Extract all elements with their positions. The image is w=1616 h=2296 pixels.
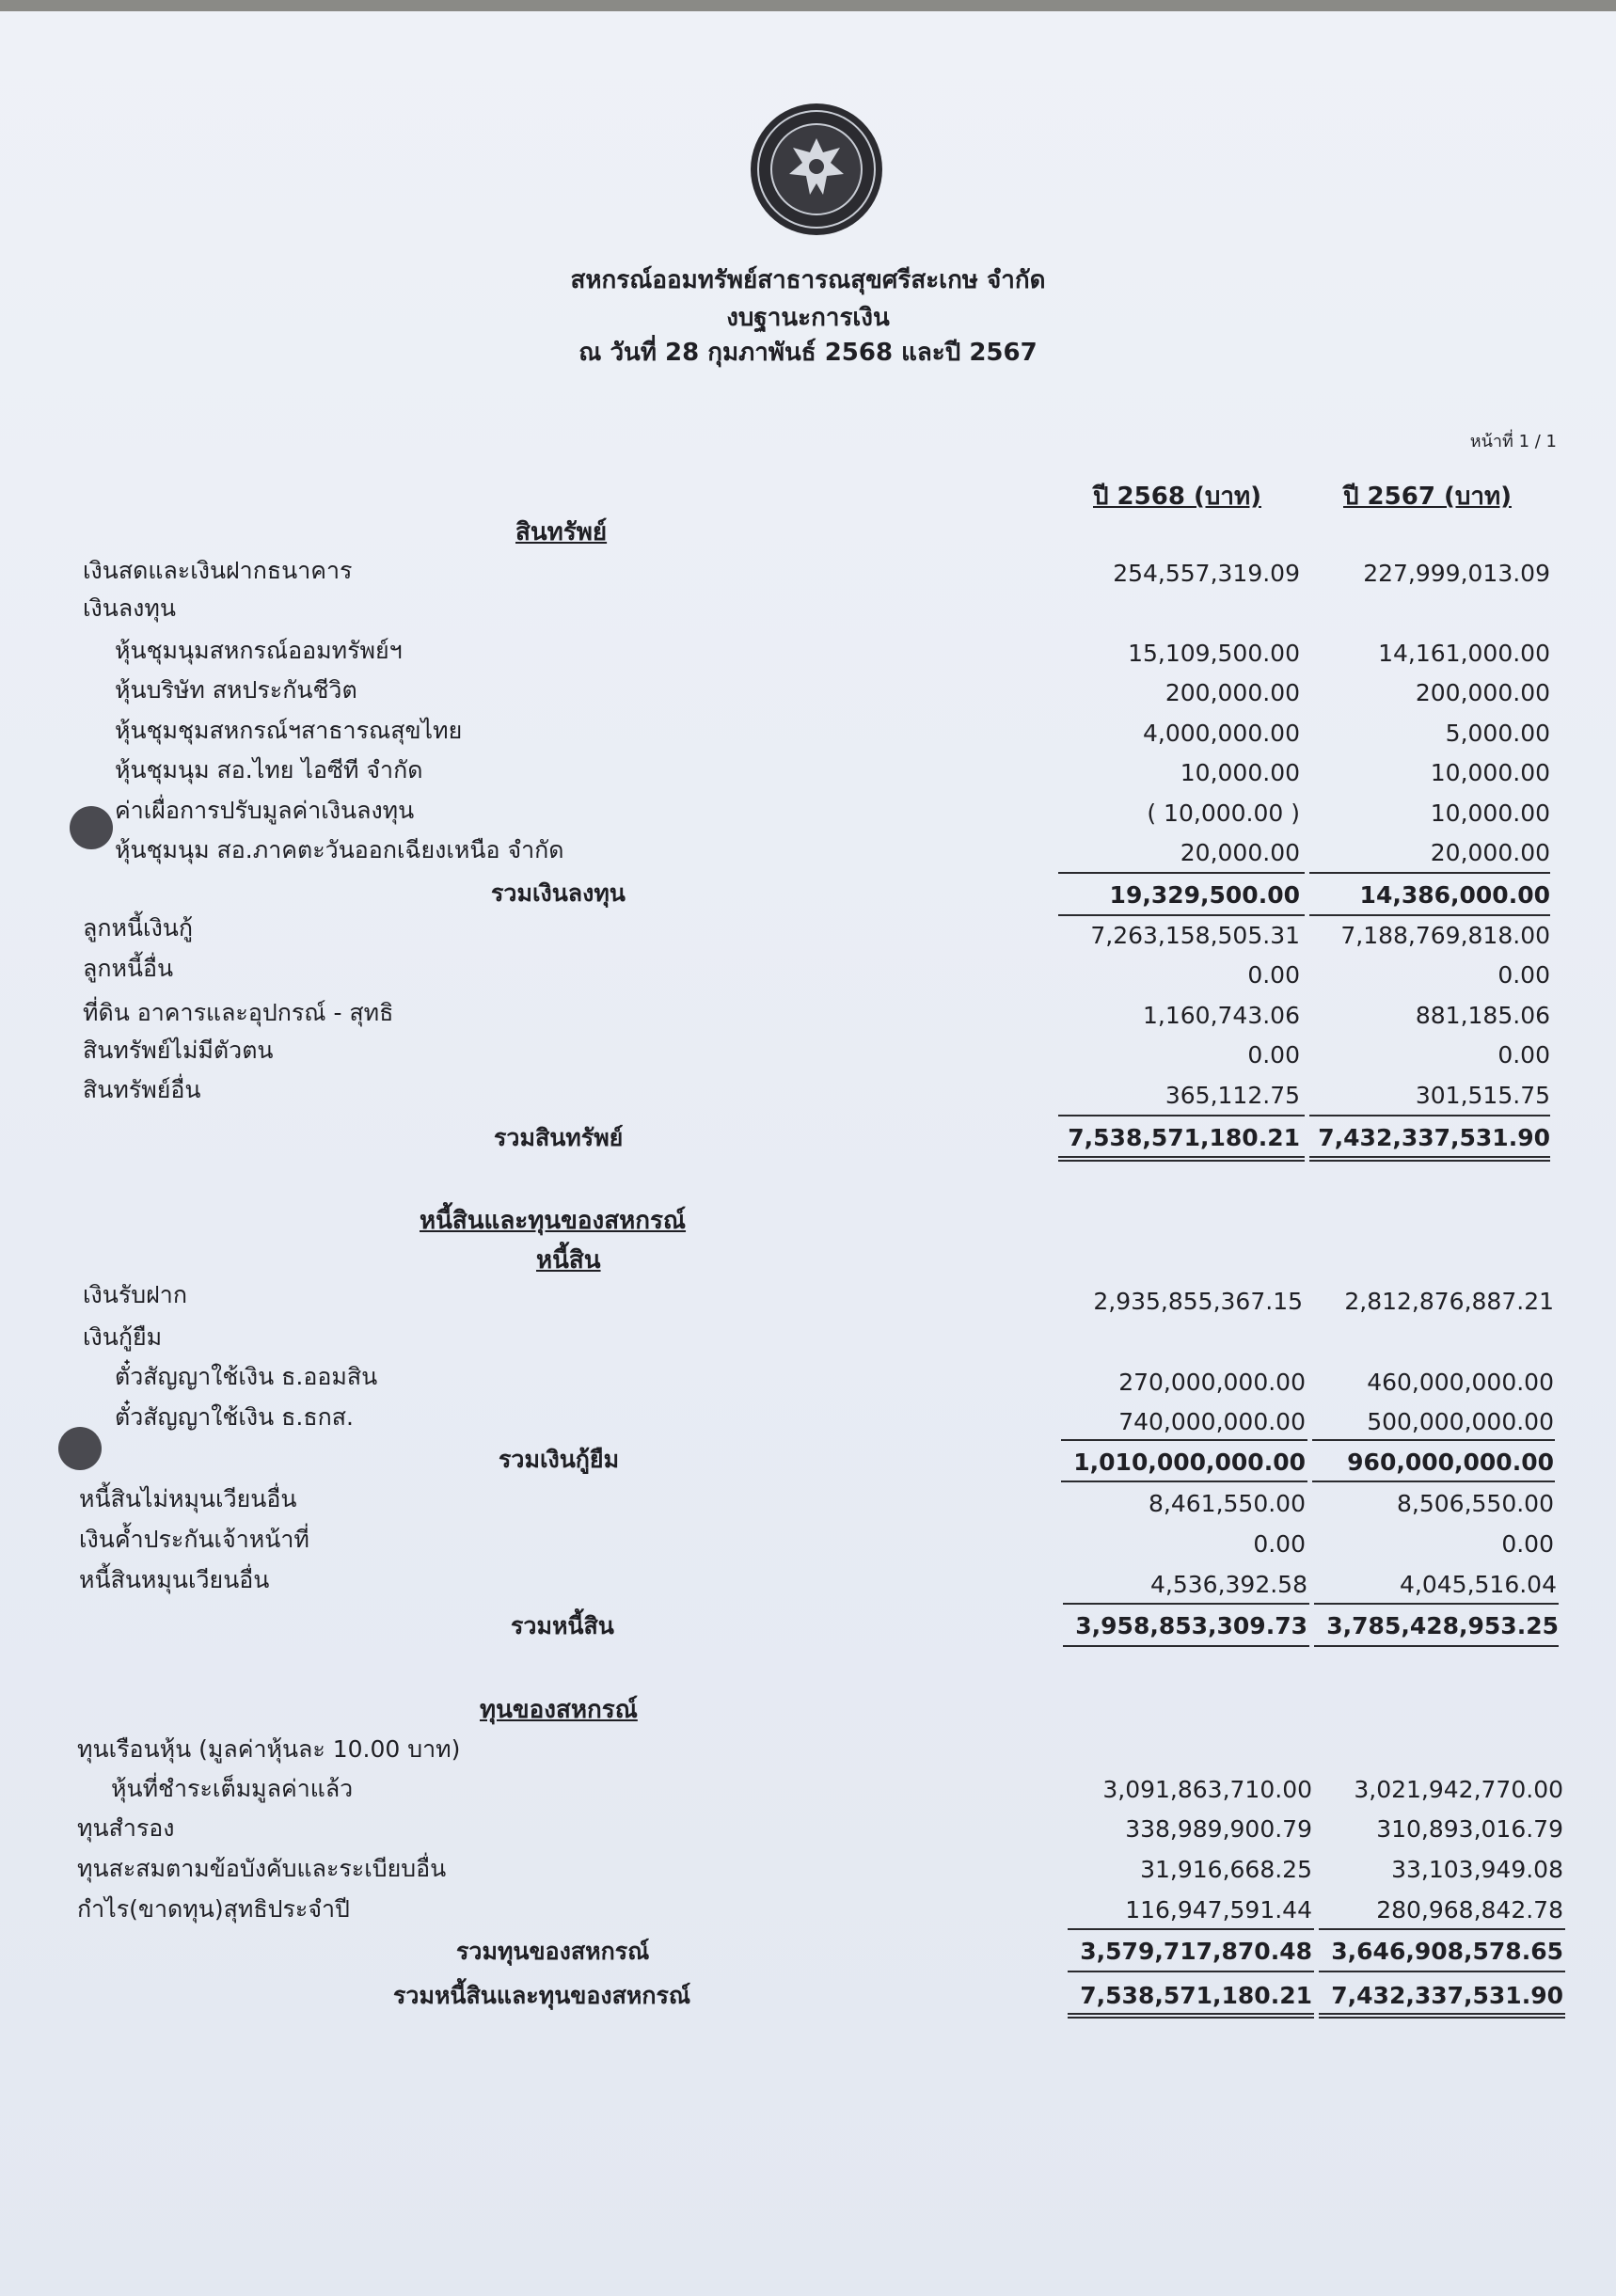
value-2568: 7,263,158,505.31 [1090, 922, 1300, 949]
value-2567: 460,000,000.00 [1367, 1369, 1554, 1396]
value-2567: 14,161,000.00 [1378, 640, 1550, 667]
row-label: หุ้นชุมชุมสหกรณ์ฯสาธารณสุขไทย [115, 717, 463, 744]
value-2567: 20,000.00 [1430, 839, 1550, 866]
subtotal-rule [1309, 872, 1550, 874]
value-2568: 740,000,000.00 [1118, 1408, 1306, 1435]
subtotal-rule [1314, 1603, 1559, 1605]
subtotal-rule [1312, 1439, 1555, 1441]
value-2568: 4,536,392.58 [1150, 1571, 1307, 1598]
value-2568: 0.00 [1253, 1530, 1306, 1558]
punch-hole [70, 806, 113, 849]
statement-date: ณ วันที่ 28 กุมภาพันธ์ 2568 และปี 2567 [578, 339, 1038, 367]
row-label: หุ้นที่ชำระเต็มมูลค่าแล้ว [111, 1775, 354, 1802]
column-header-2567: ปี 2567 (บาท) [1343, 483, 1512, 511]
row-label: ทุนสะสมตามข้อบังคับและระเบียบอื่น [77, 1855, 447, 1882]
value-2568: 3,958,853,309.73 [1075, 1612, 1307, 1639]
value-2567: 227,999,013.09 [1363, 560, 1550, 587]
value-2567: 0.00 [1497, 1041, 1550, 1069]
subtotal-rule [1314, 1645, 1559, 1647]
value-2568: ( 10,000.00 ) [1147, 800, 1300, 827]
row-label: ที่ดิน อาคารและอุปกรณ์ - สุทธิ [83, 999, 394, 1026]
subtotal-rule [1058, 872, 1305, 874]
value-2567: 8,506,550.00 [1397, 1490, 1554, 1517]
total-double-rule [1058, 1156, 1305, 1162]
value-2567: 33,103,949.08 [1391, 1856, 1563, 1883]
value-2567: 4,045,516.04 [1400, 1571, 1557, 1598]
subtotal-rule [1058, 914, 1305, 916]
value-2568: 31,916,668.25 [1140, 1856, 1312, 1883]
column-header-2568: ปี 2568 (บาท) [1093, 483, 1261, 511]
value-2568: 3,579,717,870.48 [1080, 1938, 1312, 1965]
subtotal-rule [1309, 1115, 1550, 1116]
subtotal-rule [1068, 1928, 1314, 1930]
section-title-equity: ทุนของสหกรณ์ [480, 1696, 638, 1724]
row-label: สินทรัพย์ไม่มีตัวตน [83, 1037, 274, 1064]
value-2568: 338,989,900.79 [1125, 1815, 1312, 1843]
subtotal-rule [1063, 1645, 1309, 1647]
row-label: เงินสดและเงินฝากธนาคาร [83, 557, 353, 584]
page-number: หน้าที่ 1 / 1 [1469, 432, 1557, 451]
document-sheet [0, 11, 1616, 2296]
value-2568: 8,461,550.00 [1149, 1490, 1306, 1517]
row-label: หุ้นบริษัท สหประกันชีวิต [115, 676, 357, 704]
subtotal-rule [1058, 1115, 1305, 1116]
value-2568: 1,010,000,000.00 [1073, 1449, 1306, 1476]
row-label: ทุนสำรอง [77, 1814, 175, 1842]
punch-hole [58, 1427, 102, 1470]
total-double-rule [1309, 1156, 1550, 1162]
subtotal-rule [1068, 1971, 1314, 1972]
group-label-share-capital: ทุนเรือนหุ้น (มูลค่าหุ้นละ 10.00 บาท) [77, 1735, 461, 1763]
value-2567: 10,000.00 [1430, 800, 1550, 827]
row-label: กำไร(ขาดทุน)สุทธิประจำปี [77, 1895, 350, 1923]
group-label-borrowings: เงินกู้ยืม [83, 1323, 163, 1351]
row-label: สินทรัพย์อื่น [83, 1076, 201, 1103]
subtotal-rule [1312, 1481, 1555, 1482]
row-label: หนี้สินไม่หมุนเวียนอื่น [79, 1485, 297, 1512]
org-name: สหกรณ์ออมทรัพย์สาธารณสุขศรีสะเกษ จำกัด [570, 266, 1046, 294]
total-double-rule [1068, 2013, 1314, 2019]
total-label-equity: รวมทุนของสหกรณ์ [456, 1938, 650, 1965]
value-2567: 3,785,428,953.25 [1326, 1612, 1559, 1639]
row-label: หนี้สินหมุนเวียนอื่น [79, 1566, 270, 1593]
row-label: หุ้นชุมนุม สอ.ไทย ไอซีที จำกัด [115, 756, 423, 784]
row-label: ตั๋วสัญญาใช้เงิน ธ.ธกส. [115, 1403, 354, 1431]
value-2568: 2,935,855,367.15 [1093, 1288, 1303, 1315]
section-title-assets: สินทรัพย์ [515, 518, 608, 546]
garuda-seal-icon [748, 101, 885, 238]
value-2567: 0.00 [1501, 1530, 1554, 1558]
value-2568: 0.00 [1247, 961, 1300, 989]
value-2567: 10,000.00 [1430, 759, 1550, 786]
row-label: หุ้นชุมนุม สอ.ภาคตะวันออกเฉียงเหนือ จำกัด [115, 836, 564, 863]
value-2567: 280,968,842.78 [1376, 1896, 1563, 1924]
value-2568: 19,329,500.00 [1109, 881, 1300, 909]
subtotal-label-investments: รวมเงินลงทุน [491, 879, 626, 907]
subtotal-label-borrowings: รวมเงินกู้ยืม [499, 1446, 620, 1473]
row-label: เงินรับฝาก [83, 1281, 187, 1308]
row-label: ลูกหนี้เงินกู้ [83, 914, 194, 942]
value-2568: 4,000,000.00 [1143, 720, 1300, 747]
subtotal-rule [1319, 1971, 1565, 1972]
value-2568: 0.00 [1247, 1041, 1300, 1069]
value-2568: 1,160,743.06 [1143, 1002, 1300, 1029]
row-label: ลูกหนี้อื่น [83, 955, 174, 982]
value-2568: 254,557,319.09 [1113, 560, 1300, 587]
value-2567: 310,893,016.79 [1376, 1815, 1563, 1843]
value-2567: 5,000.00 [1445, 720, 1550, 747]
value-2568: 7,538,571,180.21 [1068, 1124, 1300, 1151]
value-2567: 2,812,876,887.21 [1344, 1288, 1554, 1315]
total-double-rule [1319, 2013, 1565, 2019]
statement-title: งบฐานะการเงิน [726, 304, 890, 332]
value-2567: 7,188,769,818.00 [1340, 922, 1550, 949]
value-2568: 200,000.00 [1164, 679, 1300, 706]
value-2568: 7,538,571,180.21 [1080, 1982, 1312, 2009]
row-label: เงินค้ำประกันเจ้าหน้าที่ [79, 1526, 309, 1553]
subtotal-rule [1061, 1481, 1307, 1482]
value-2567: 7,432,337,531.90 [1331, 1982, 1563, 2009]
value-2567: 3,646,908,578.65 [1331, 1938, 1563, 1965]
value-2567: 881,185.06 [1415, 1002, 1550, 1029]
section-title-liabilities-equity: หนี้สินและทุนของสหกรณ์ [420, 1207, 687, 1235]
total-label-liabilities: รวมหนี้สิน [511, 1612, 614, 1639]
value-2568: 10,000.00 [1180, 759, 1300, 786]
grand-total-label: รวมหนี้สินและทุนของสหกรณ์ [393, 1982, 691, 2009]
value-2567: 0.00 [1497, 961, 1550, 989]
subtotal-rule [1063, 1603, 1309, 1605]
value-2568: 15,109,500.00 [1128, 640, 1300, 667]
total-label-assets: รวมสินทรัพย์ [494, 1124, 624, 1151]
value-2568: 116,947,591.44 [1125, 1896, 1312, 1924]
subtotal-rule [1319, 1928, 1565, 1930]
value-2567: 14,386,000.00 [1359, 881, 1550, 909]
value-2567: 7,432,337,531.90 [1318, 1124, 1550, 1151]
value-2568: 20,000.00 [1180, 839, 1300, 866]
subtotal-rule [1061, 1439, 1307, 1441]
value-2567: 200,000.00 [1415, 679, 1550, 706]
row-label: หุ้นชุมนุมสหกรณ์ออมทรัพย์ฯ [115, 637, 403, 664]
row-label: ตั๋วสัญญาใช้เงิน ธ.ออมสิน [115, 1363, 378, 1390]
value-2568: 3,091,863,710.00 [1102, 1776, 1312, 1803]
value-2567: 3,021,942,770.00 [1354, 1776, 1563, 1803]
value-2567: 960,000,000.00 [1347, 1449, 1554, 1476]
value-2568: 365,112.75 [1164, 1082, 1300, 1109]
group-label-investments: เงินลงทุน [83, 594, 176, 622]
value-2567: 500,000,000.00 [1367, 1408, 1554, 1435]
value-2567: 301,515.75 [1415, 1082, 1550, 1109]
subtotal-rule [1309, 914, 1550, 916]
row-label: ค่าเผื่อการปรับมูลค่าเงินลงทุน [115, 797, 415, 824]
value-2568: 270,000,000.00 [1118, 1369, 1306, 1396]
section-subtitle-liabilities: หนี้สิน [536, 1246, 601, 1275]
